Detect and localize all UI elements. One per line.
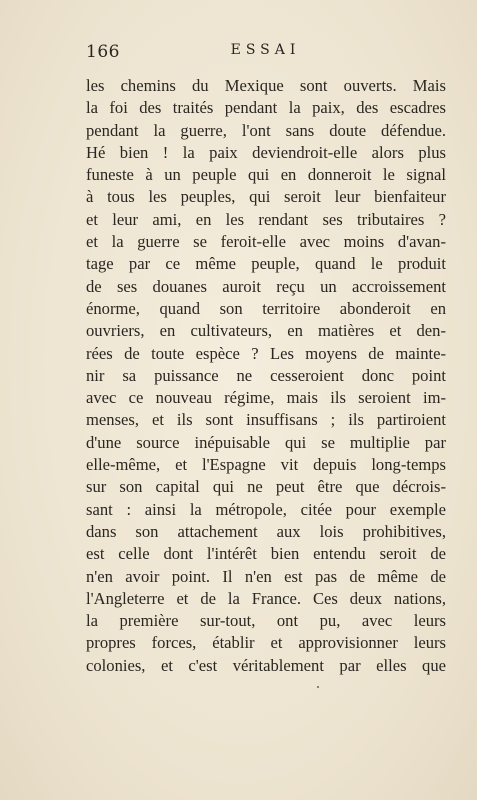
text-line: la première sur-tout, ont pu, avec leurs bbox=[86, 611, 446, 631]
paper-speck bbox=[317, 686, 319, 688]
text-line: Hé bien ! la paix deviendroit-elle alors plus bbox=[86, 142, 446, 162]
text-line: d'une source inépuisable qui se multiplie par bbox=[86, 432, 446, 452]
text-line: colonies, et c'est véritablement par elles que bbox=[86, 655, 446, 675]
text-line: menses, et ils sont insuffisans ; ils partiroient bbox=[86, 410, 446, 430]
page-header bbox=[86, 40, 445, 66]
text-line: l'Angleterre et de la France. Ces deux nations, bbox=[86, 588, 446, 608]
text-line: ouvriers, en cultivateurs, en matières et den- bbox=[86, 321, 446, 341]
running-head: ESSAI bbox=[230, 42, 301, 58]
text-line: la foi des traités pendant la paix, des escadres bbox=[86, 98, 446, 118]
text-line: les chemins du Mexique sont ouverts. Mais bbox=[86, 76, 446, 95]
text-line: énorme, quand son territoire abonderoit en bbox=[86, 298, 446, 318]
text-line: et la guerre se feroit-elle avec moins d'avan- bbox=[86, 232, 446, 252]
text-line: avec ce nouveau régime, mais ils seroient im- bbox=[86, 388, 446, 408]
text-line: sur son capital qui ne peut être que décrois- bbox=[86, 477, 446, 497]
text-line: n'en avoir point. Il n'en est pas de même de bbox=[86, 566, 446, 586]
text-line: de ses douanes auroit reçu un accroissement bbox=[86, 276, 446, 296]
text-line: rées de toute espèce ? Les moyens de mainte- bbox=[86, 343, 446, 363]
text-line: tage par ce même peuple, quand le produit bbox=[86, 254, 446, 274]
text-line: elle-même, et l'Espagne vit depuis long-temps bbox=[86, 455, 446, 475]
text-line: sant : ainsi la métropole, citée pour exemple bbox=[86, 499, 446, 519]
text-line: est celle dont l'intérêt bien entendu seroit de bbox=[86, 544, 446, 564]
text-line: dans son attachement aux lois prohibitives, bbox=[86, 521, 446, 541]
text-line: et leur ami, en les rendant ses tributaires ? bbox=[86, 209, 446, 229]
body-text bbox=[86, 75, 446, 677]
text-line: funeste à un peuple qui en donneroit le signal bbox=[86, 165, 446, 185]
text-line: propres forces, établir et approvisionner leurs bbox=[86, 633, 446, 653]
text-line: pendant la guerre, l'ont sans doute défendue. bbox=[86, 120, 446, 140]
page-number: 166 bbox=[86, 42, 120, 62]
text-line: à tous les peuples, qui seroit leur bienfaiteur bbox=[86, 187, 446, 207]
text-line: nir sa puissance ne cesseroient donc point bbox=[86, 365, 446, 385]
